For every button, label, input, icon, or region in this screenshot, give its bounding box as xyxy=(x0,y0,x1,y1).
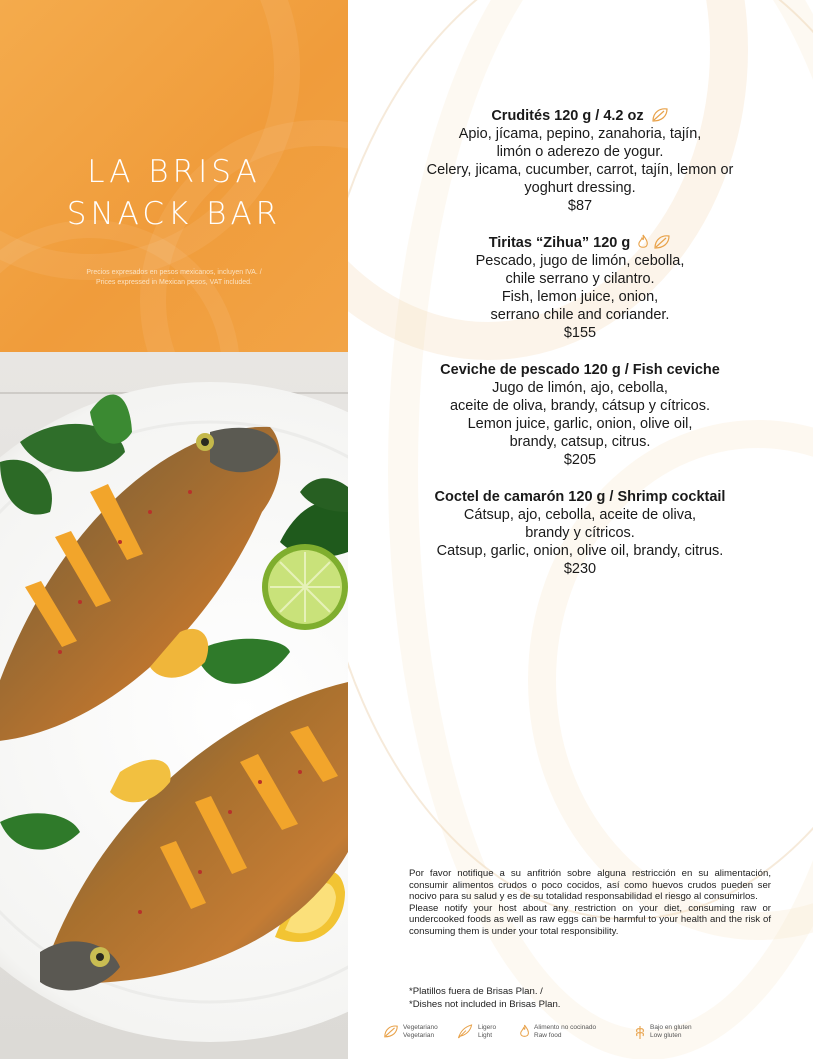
grilled-fish-photo xyxy=(0,352,348,1059)
menu-item-description: limón o aderezo de yogur. xyxy=(496,144,664,160)
menu-item-description: Cátsup, ajo, cebolla, aceite de oliva, xyxy=(463,507,697,523)
menu-item-title-text: Tiritas “Zihua” 120 g xyxy=(488,235,631,251)
footnote-en: *Dishes not included in Brisas Plan. xyxy=(409,998,561,1010)
menu-item-title xyxy=(400,107,760,125)
menu-item-title-text: Crudités 120 g / 4.2 oz xyxy=(491,108,644,124)
menu-item-shrimp-cocktail xyxy=(400,488,760,578)
footnote-es: *Platillos fuera de Brisas Plan. / xyxy=(409,986,543,997)
disclaimer-en: Please notify your host about any restriction on your diet, consuming raw or undercooked foods as well as raw eggs can be harmful to your health and the risk of consuming them is under your total responsibility. xyxy=(409,902,771,937)
menu-item-tiritas xyxy=(400,234,760,342)
menu-item-price: $87 xyxy=(567,198,593,214)
legend-label-en: Light xyxy=(478,1032,493,1039)
feather-icon xyxy=(456,1024,474,1039)
legend-raw-food xyxy=(519,1024,596,1040)
restaurant-title-line1: LA BRISA xyxy=(87,154,261,190)
icon-legend xyxy=(383,1024,783,1046)
menu-item-description: Fish, lemon juice, onion, xyxy=(501,289,659,305)
menu-item-description: Pescado, jugo de limón, cebolla, xyxy=(475,253,685,269)
legend-label-es: Vegetariano xyxy=(403,1024,438,1031)
menu-list xyxy=(400,107,760,597)
menu-item-price: $230 xyxy=(563,561,597,577)
legend-label-es: Alimento no cocinado xyxy=(534,1024,597,1031)
menu-item-description: Lemon juice, garlic, onion, olive oil, xyxy=(467,416,693,432)
footnote xyxy=(409,986,560,1011)
legend-label-es: Ligero xyxy=(478,1024,497,1031)
prices-note-en: Prices expressed in Mexican pesos, VAT included. xyxy=(95,279,253,286)
menu-item-description: Catsup, garlic, onion, olive oil, brandy, citrus. xyxy=(436,543,724,559)
leaf-icon xyxy=(651,107,669,123)
legend-vegetarian xyxy=(383,1024,438,1040)
leaf-icon xyxy=(653,234,671,250)
menu-item-description: serrano chile and coriander. xyxy=(490,307,670,323)
menu-item-description: Apio, jícama, pepino, zanahoria, tajín, xyxy=(458,126,702,142)
disclaimer-es: Por favor notifique a su anfitrión sobre alguna restricción en su alimentación, consumir alimentos crudos o poco cocidos, así como huevos crudos pueden ser nocivo para su salud y es de su totalidad responsabilidad el riesgo al consumirlos. xyxy=(409,868,771,903)
menu-item-crudites xyxy=(400,107,760,215)
left-column xyxy=(0,0,348,1059)
menu-item-description: brandy y cítricos. xyxy=(525,525,635,541)
menu-item-price: $155 xyxy=(563,325,597,341)
legend-low-gluten xyxy=(634,1024,692,1040)
flame-icon xyxy=(637,234,649,250)
disclaimer xyxy=(409,868,771,938)
prices-note xyxy=(40,268,308,288)
legend-label-en: Low gluten xyxy=(650,1032,682,1039)
leaf-icon xyxy=(383,1024,399,1039)
menu-item-description: brandy, catsup, citrus. xyxy=(509,434,651,450)
menu-item-title xyxy=(400,234,760,252)
menu-item-description: chile serrano y cilantro. xyxy=(505,271,655,287)
menu-item-description: Jugo de limón, ajo, cebolla, xyxy=(492,380,668,396)
legend-label-en: Raw food xyxy=(534,1032,562,1039)
restaurant-title-line2: SNACK BAR xyxy=(66,196,282,232)
wheat-icon xyxy=(634,1024,646,1040)
fish-plate-illustration xyxy=(0,352,348,1059)
menu-item-title: Coctel de camarón 120 g / Shrimp cocktail xyxy=(434,489,726,505)
menu-item-description: yoghurt dressing. xyxy=(524,180,636,196)
menu-item-description: Celery, jicama, cucumber, carrot, tajín, lemon or xyxy=(426,162,734,178)
menu-item-title: Ceviche de pescado 120 g / Fish ceviche xyxy=(440,362,720,378)
menu-item-ceviche xyxy=(400,361,760,469)
legend-light xyxy=(456,1024,496,1040)
menu-item-description: aceite de oliva, brandy, cátsup y cítricos. xyxy=(449,398,711,414)
legend-label-en: Vegetarian xyxy=(403,1032,435,1039)
prices-note-es: Precios expresados en pesos mexicanos, incluyen IVA. / xyxy=(86,269,262,276)
flame-icon xyxy=(519,1024,530,1039)
legend-label-es: Bajo en gluten xyxy=(650,1024,692,1031)
title-panel xyxy=(0,0,348,352)
menu-item-price: $205 xyxy=(563,452,597,468)
